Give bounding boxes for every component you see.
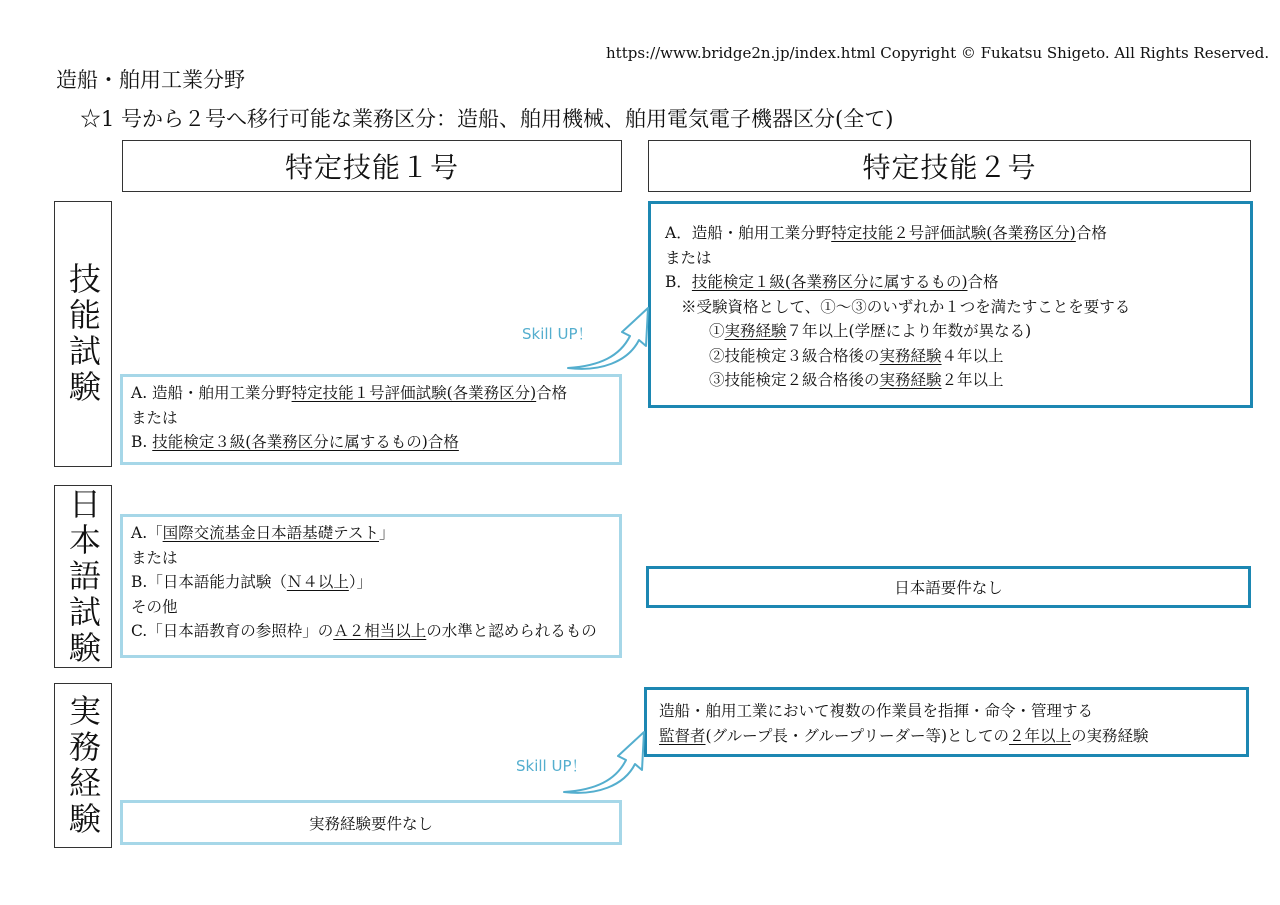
skill-test-2-box [648, 201, 1253, 408]
copyright-notice: https://www.bridge2n.jp/index.html Copyright © Fukatsu Shigeto. All Rights Reserved. [606, 44, 1270, 62]
jp1-c-underlined: Ａ２相当以上 [333, 622, 427, 640]
skill2-a-suffix: 合格 [1075, 224, 1107, 242]
jp1-line-b [131, 570, 611, 595]
skill2-n3-prefix: ③技能検定２級合格後の [709, 371, 880, 389]
jp1-a-underlined: 国際交流基金日本語基礎テスト [162, 524, 380, 542]
skill1-a-prefix: A. 造船・舶用工業分野 [131, 384, 292, 402]
skill2-n2-suffix: ４年以上 [941, 346, 1004, 365]
skill2-n2-prefix: ②技能検定３級合格後の [709, 346, 880, 365]
skill1-b-underlined: 技能検定３級(各業務区分に属するもの)合格 [152, 433, 459, 451]
skill2-b-suffix: 合格 [967, 273, 999, 291]
jp1-line-c [131, 619, 611, 644]
skill2-cond-2 [665, 344, 1236, 369]
skill2-n3-suffix: ２年以上 [941, 371, 1004, 389]
jp1-a-prefix: A.「 [131, 524, 163, 542]
skill2-a-underlined: 特定技能２号評価試験(各業務区分) [831, 224, 1076, 242]
skill1-or: または [131, 408, 178, 427]
row-label-japanese-test: 日本語試験 [54, 485, 112, 668]
skill-up-arrow-2-icon [556, 722, 656, 802]
jp1-other: その他 [131, 597, 178, 616]
skill2-cond-3 [665, 368, 1236, 393]
skill1-line-a [131, 381, 611, 406]
skill2-b-prefix: B． [665, 273, 692, 291]
skill1-a-suffix: 合格 [536, 384, 568, 402]
skill-up-arrow-1-icon [560, 300, 660, 380]
work2-l2-underlined-2: ２年以上 [1009, 726, 1072, 745]
work1-text: 実務経験要件なし [308, 814, 433, 833]
jp1-line-a [131, 521, 611, 546]
skill2-n2-underlined: 実務経験 [879, 346, 942, 365]
skill1-a-underlined: 特定技能１号評価試験(各業務区分) [291, 384, 537, 402]
japanese-test-1-box [120, 514, 622, 658]
skill-test-1-box [120, 374, 622, 465]
jp2-text: 日本語要件なし [894, 579, 1003, 597]
japanese-test-2-box [646, 566, 1251, 608]
jp1-or: または [131, 548, 178, 567]
skill2-n3-underlined: 実務経験 [879, 371, 942, 389]
column-header-tokutei-2: 特定技能２号 [648, 140, 1251, 192]
jp1-b-suffix: ）」 [348, 573, 373, 591]
skill2-n1-suffix: ７年以上(学歴により年数が異なる) [786, 322, 1032, 340]
skill1-line-b [131, 430, 611, 455]
skill1-b-prefix: B. [131, 433, 153, 451]
skill2-a-prefix: A．造船・舶用工業分野 [665, 224, 832, 242]
jp1-c-suffix: の水準と認められるもの [426, 622, 597, 640]
skill2-b-underlined: 技能検定１級(各業務区分に属するもの) [691, 273, 968, 291]
work2-line-1: 造船・舶用工業において複数の作業員を指揮・命令・管理する [659, 702, 1094, 720]
work2-line-2 [659, 724, 1234, 749]
jp1-a-suffix: 」 [379, 524, 395, 542]
skill2-n1-underlined: 実務経験 [724, 322, 787, 340]
jp1-b-prefix: B.「日本語能力試験（ [131, 573, 287, 591]
jp1-b-underlined: Ｎ４以上 [286, 573, 349, 591]
skill2-cond-1 [665, 319, 1236, 344]
skill2-line-a [665, 221, 1236, 246]
skill-up-label-2: Skill UP！ [516, 757, 587, 775]
work-experience-2-box [644, 687, 1249, 757]
skill2-or: または [665, 248, 712, 267]
column-header-tokutei-1: 特定技能１号 [122, 140, 622, 192]
work-experience-1-box [120, 800, 622, 845]
row-label-work-experience: 実務経験 [54, 683, 112, 848]
jp1-c-prefix: C.「日本語教育の参照枠」の [131, 622, 334, 640]
skill2-line-b [665, 270, 1236, 295]
skill-up-label-1: Skill UP！ [522, 325, 593, 343]
work2-l2-mid: (グループ長・グループリーダー等)としての [705, 726, 1010, 745]
work2-l2-underlined-1: 監督者 [659, 726, 706, 745]
field-title: 造船・舶用工業分野 [56, 68, 245, 92]
page-subtitle: ☆1 号から２号へ移行可能な業務区分：造船、舶用機械、舶用電気電子機器区分(全て) [80, 107, 894, 131]
work2-l2-suffix: の実務経験 [1071, 726, 1149, 745]
skill2-n1-prefix: ① [709, 322, 725, 340]
skill2-note: ※受験資格として、①〜③のいずれか１つを満たすことを要する [681, 297, 1131, 316]
row-label-skill-test: 技能試験 [54, 201, 112, 467]
